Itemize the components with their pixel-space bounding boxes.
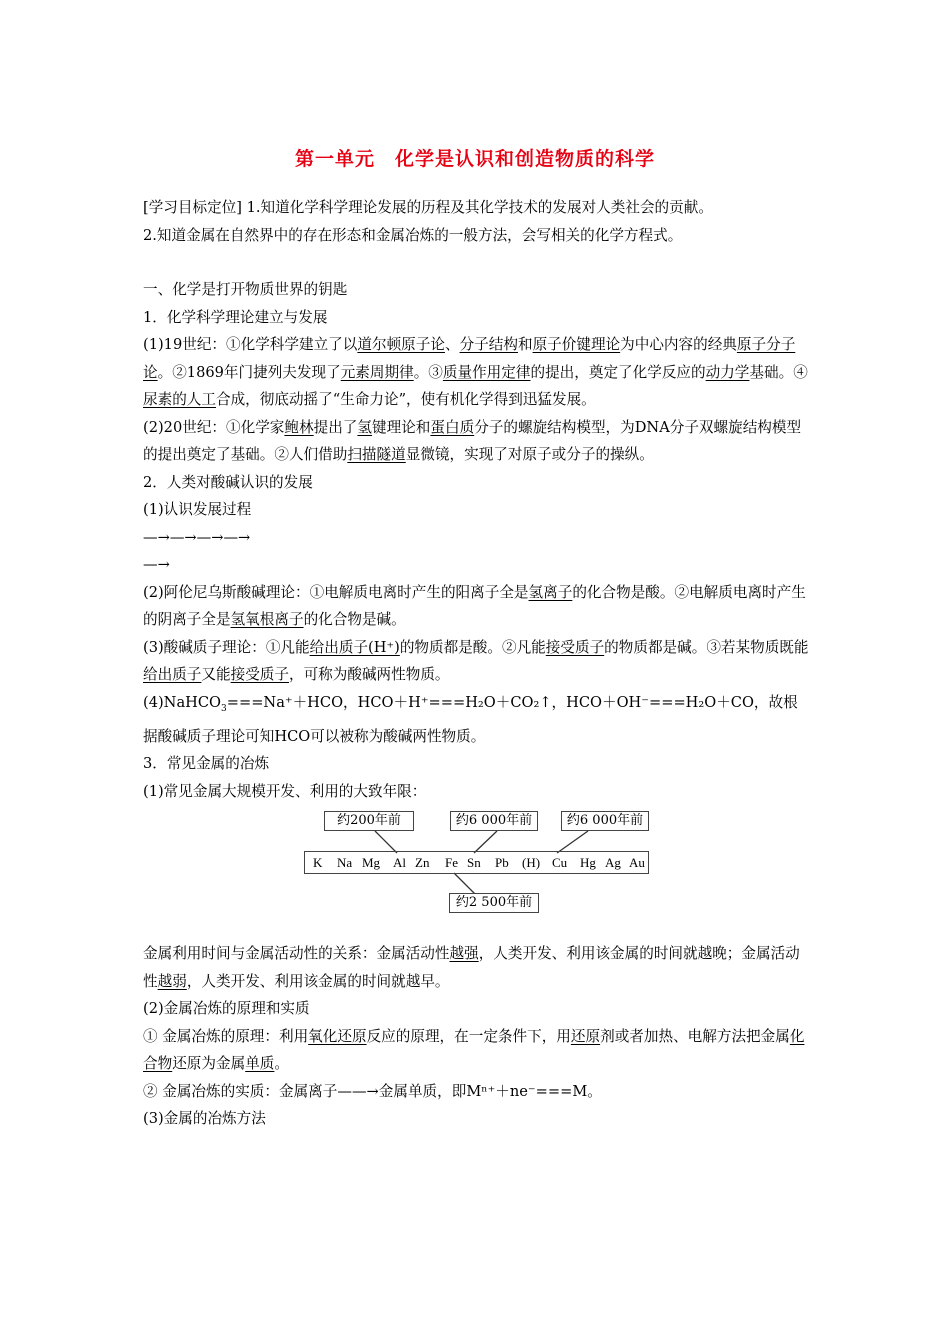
process-label: (1)认识发展过程 [143, 501, 252, 518]
objective-1: 1.知道化学科学理论发展的历程及其化学技术的发展对人类社会的贡献。 [246, 199, 713, 216]
label-box-6000-years-a: 约6 000年前 [450, 811, 538, 831]
arrow-chain-2: —→ [143, 556, 170, 573]
principle-paragraph: ① 金属冶炼的原理：利用氧化还原反应的原理，在一定条件下，用还原剂或者加热、电解方法把金属化合物还原为金属单质。 [143, 1027, 805, 1073]
metal-zn: Zn [415, 855, 430, 871]
page-title: 第一单元 化学是认识和创造物质的科学 [294, 148, 655, 170]
metal-na: Na [337, 855, 353, 871]
metal-pb: Pb [495, 855, 509, 871]
timeline-label: (1)常见金属大规模开发、利用的大致年限： [143, 782, 427, 800]
objective-2: 2.知道金属在自然界中的存在形态和金属冶炼的一般方法，会写相关的化学方程式。 [143, 226, 683, 244]
paragraph-20th-century: (2)20世纪：①化学家鲍林提出了氢键理论和蛋白质分子的螺旋结构模型，为DNA分子双螺旋结构模型的提出奠定了基础。②人们借助扫描隧道显微镜，实现了对原子或分子的操纵。 [143, 418, 802, 463]
metal-h: (H) [522, 855, 541, 871]
document-body [143, 194, 811, 1133]
relation-paragraph: 金属利用时间与金属活动性的关系：金属活动性越强，人类开发、利用该金属的时间就越晚；金属活动性越弱，人类开发、利用该金属的时间就越早。 [143, 945, 800, 990]
metal-sn: Sn [467, 855, 481, 871]
proton-theory: (3)酸碱质子理论：①凡能给出质子(H⁺)的物质都是酸。②凡能接受质子的物质都是碱。③若某物质既能给出质子又能接受质子，可称为酸碱两性物质。 [143, 638, 809, 683]
subheading-2: 2．人类对酸碱认识的发展 [143, 473, 313, 491]
nahco3-example: (4)NaHCO$_3$===Na⁺＋HCO，HCO＋H⁺===H₂O＋CO₂↑，HCO＋OH⁻===H₂O＋CO，故根据酸碱质子理论可知HCO可以被称为酸碱两性物质。 [143, 693, 798, 745]
section-heading: 一、化学是打开物质世界的钥匙 [143, 281, 348, 298]
arrhenius-theory: (2)阿伦尼乌斯酸碱理论：①电解质电离时产生的阳离子全是氢离子的化合物是酸。②电解质电离时产生的阴离子全是氢氧根离子的化合物是碱。 [143, 583, 806, 628]
metal-fe: Fe [445, 855, 458, 871]
objectives [143, 194, 811, 249]
paragraph-19th-century: (1)19世纪：①化学科学建立了以道尔顿原子论、分子结构和原子价键理论为中心内容的经典原子分子论。②1869年门捷列夫发现了元素周期律。③质量作用定律的提出，奠定了化学反应的动力学基础。④尿素的人工合成，彻底动摇了“生命力论”，使有机化学得到迅猛发展。 [143, 336, 808, 408]
metal-k: K [313, 855, 323, 871]
arrow-chain-1: —→—→—→—→ [143, 528, 251, 546]
subheading-1: 1．化学科学理论建立与发展 [143, 308, 328, 326]
essence-paragraph: ② 金属冶炼的实质：金属离子——→金属单质，即Mⁿ⁺＋ne⁻===M。 [143, 1082, 602, 1100]
metal-hg: Hg [580, 855, 596, 871]
metal-timeline-diagram [143, 809, 811, 934]
metal-al: Al [393, 855, 406, 871]
metal-mg: Mg [362, 855, 381, 871]
principle-heading: (2)金属冶炼的原理和实质 [143, 1000, 310, 1018]
metal-au: Au [629, 855, 645, 871]
objectives-label: [学习目标定位] [143, 199, 242, 216]
subheading-3: 3．常见金属的冶炼 [143, 755, 270, 773]
label-box-6000-years-b: 约6 000年前 [561, 811, 649, 831]
label-box-2500-years: 约2 500年前 [449, 893, 539, 913]
label-box-200-years: 约200年前 [324, 811, 414, 831]
methods-heading: (3)金属的冶炼方法 [143, 1110, 266, 1128]
metal-ag: Ag [605, 855, 621, 871]
metal-activity-sequence [304, 851, 649, 874]
metal-cu: Cu [552, 855, 568, 871]
